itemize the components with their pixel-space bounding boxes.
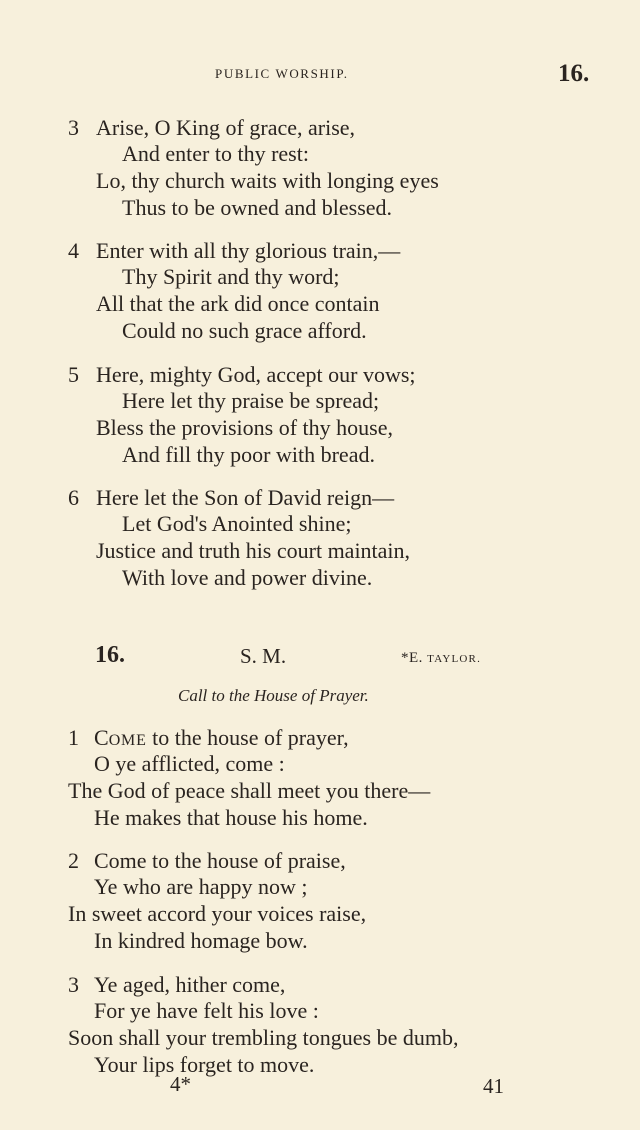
verse-line: Thy Spirit and thy word; [122, 264, 340, 289]
stanza-number: 2 [68, 848, 79, 873]
verse-line: Here let thy praise be spread; [122, 388, 380, 413]
verse-line: Ye who are happy now ; [94, 874, 308, 899]
verse-line: Soon shall your trembling tongues be dumb, [68, 1025, 459, 1050]
verse-line: Justice and truth his court maintain, [96, 538, 411, 563]
author-name: TAYLOR. [427, 653, 482, 665]
author-mark: *E. [401, 650, 423, 666]
verse-line: Thus to be owned and blessed. [122, 195, 393, 220]
hymn-subtitle: Call to the House of Prayer. [178, 686, 369, 705]
stanza-number: 4 [68, 238, 79, 263]
verse-line: Could no such grace afford. [122, 318, 367, 343]
verse-line: For ye have felt his love : [94, 998, 319, 1023]
verse-line: In kindred homage bow. [94, 928, 308, 953]
verse-line: Here let the Son of David reign— [96, 485, 395, 510]
stanza-number: 6 [68, 485, 79, 510]
hymn-heading [0, 640, 640, 676]
verse-line: All that the ark did once contain [96, 291, 380, 316]
verse-line: With love and power divine. [122, 565, 373, 590]
verse-line: Bless the provisions of thy house, [96, 415, 393, 440]
verse-line: Enter with all thy glorious train,— [96, 238, 401, 263]
verse-line [94, 725, 349, 754]
first-word-rest: OME [108, 732, 147, 749]
verse-line: Your lips forget to move. [94, 1052, 315, 1077]
page-number: 41 [483, 1074, 504, 1098]
verse-line: Come to the house of praise, [94, 848, 346, 873]
stanza-number: 3 [68, 115, 79, 140]
running-head [0, 60, 640, 88]
running-head-hymn-number: 16. [558, 60, 590, 87]
signature-mark: 4* [170, 1072, 191, 1096]
verse-line: O ye afflicted, come : [94, 751, 285, 776]
first-word-initial: C [94, 725, 109, 750]
stanza-number: 3 [68, 972, 79, 997]
verse-line: Ye aged, hither come, [94, 972, 286, 997]
verse-line: He makes that house his home. [94, 805, 368, 830]
verse-line-rest: to the house of prayer, [146, 725, 349, 750]
stanza-number: 5 [68, 362, 79, 387]
verse-line: And fill thy poor with bread. [122, 442, 375, 467]
verse-line: In sweet accord your voices raise, [68, 901, 367, 926]
hymn-author [401, 650, 481, 667]
stanza-number: 1 [68, 725, 79, 750]
hymn-meter: S. M. [240, 644, 287, 668]
verse-line: Here, mighty God, accept our vows; [96, 362, 416, 387]
verse-line: The God of peace shall meet you there— [68, 778, 431, 803]
verse-line: Lo, thy church waits with longing eyes [96, 168, 439, 193]
verse-line: And enter to thy rest: [122, 141, 309, 166]
verse-line: Let God's Anointed shine; [122, 511, 352, 536]
verse-line: Arise, O King of grace, arise, [96, 115, 356, 140]
hymn-number: 16. [95, 642, 125, 668]
running-head-title: PUBLIC WORSHIP. [215, 66, 349, 81]
